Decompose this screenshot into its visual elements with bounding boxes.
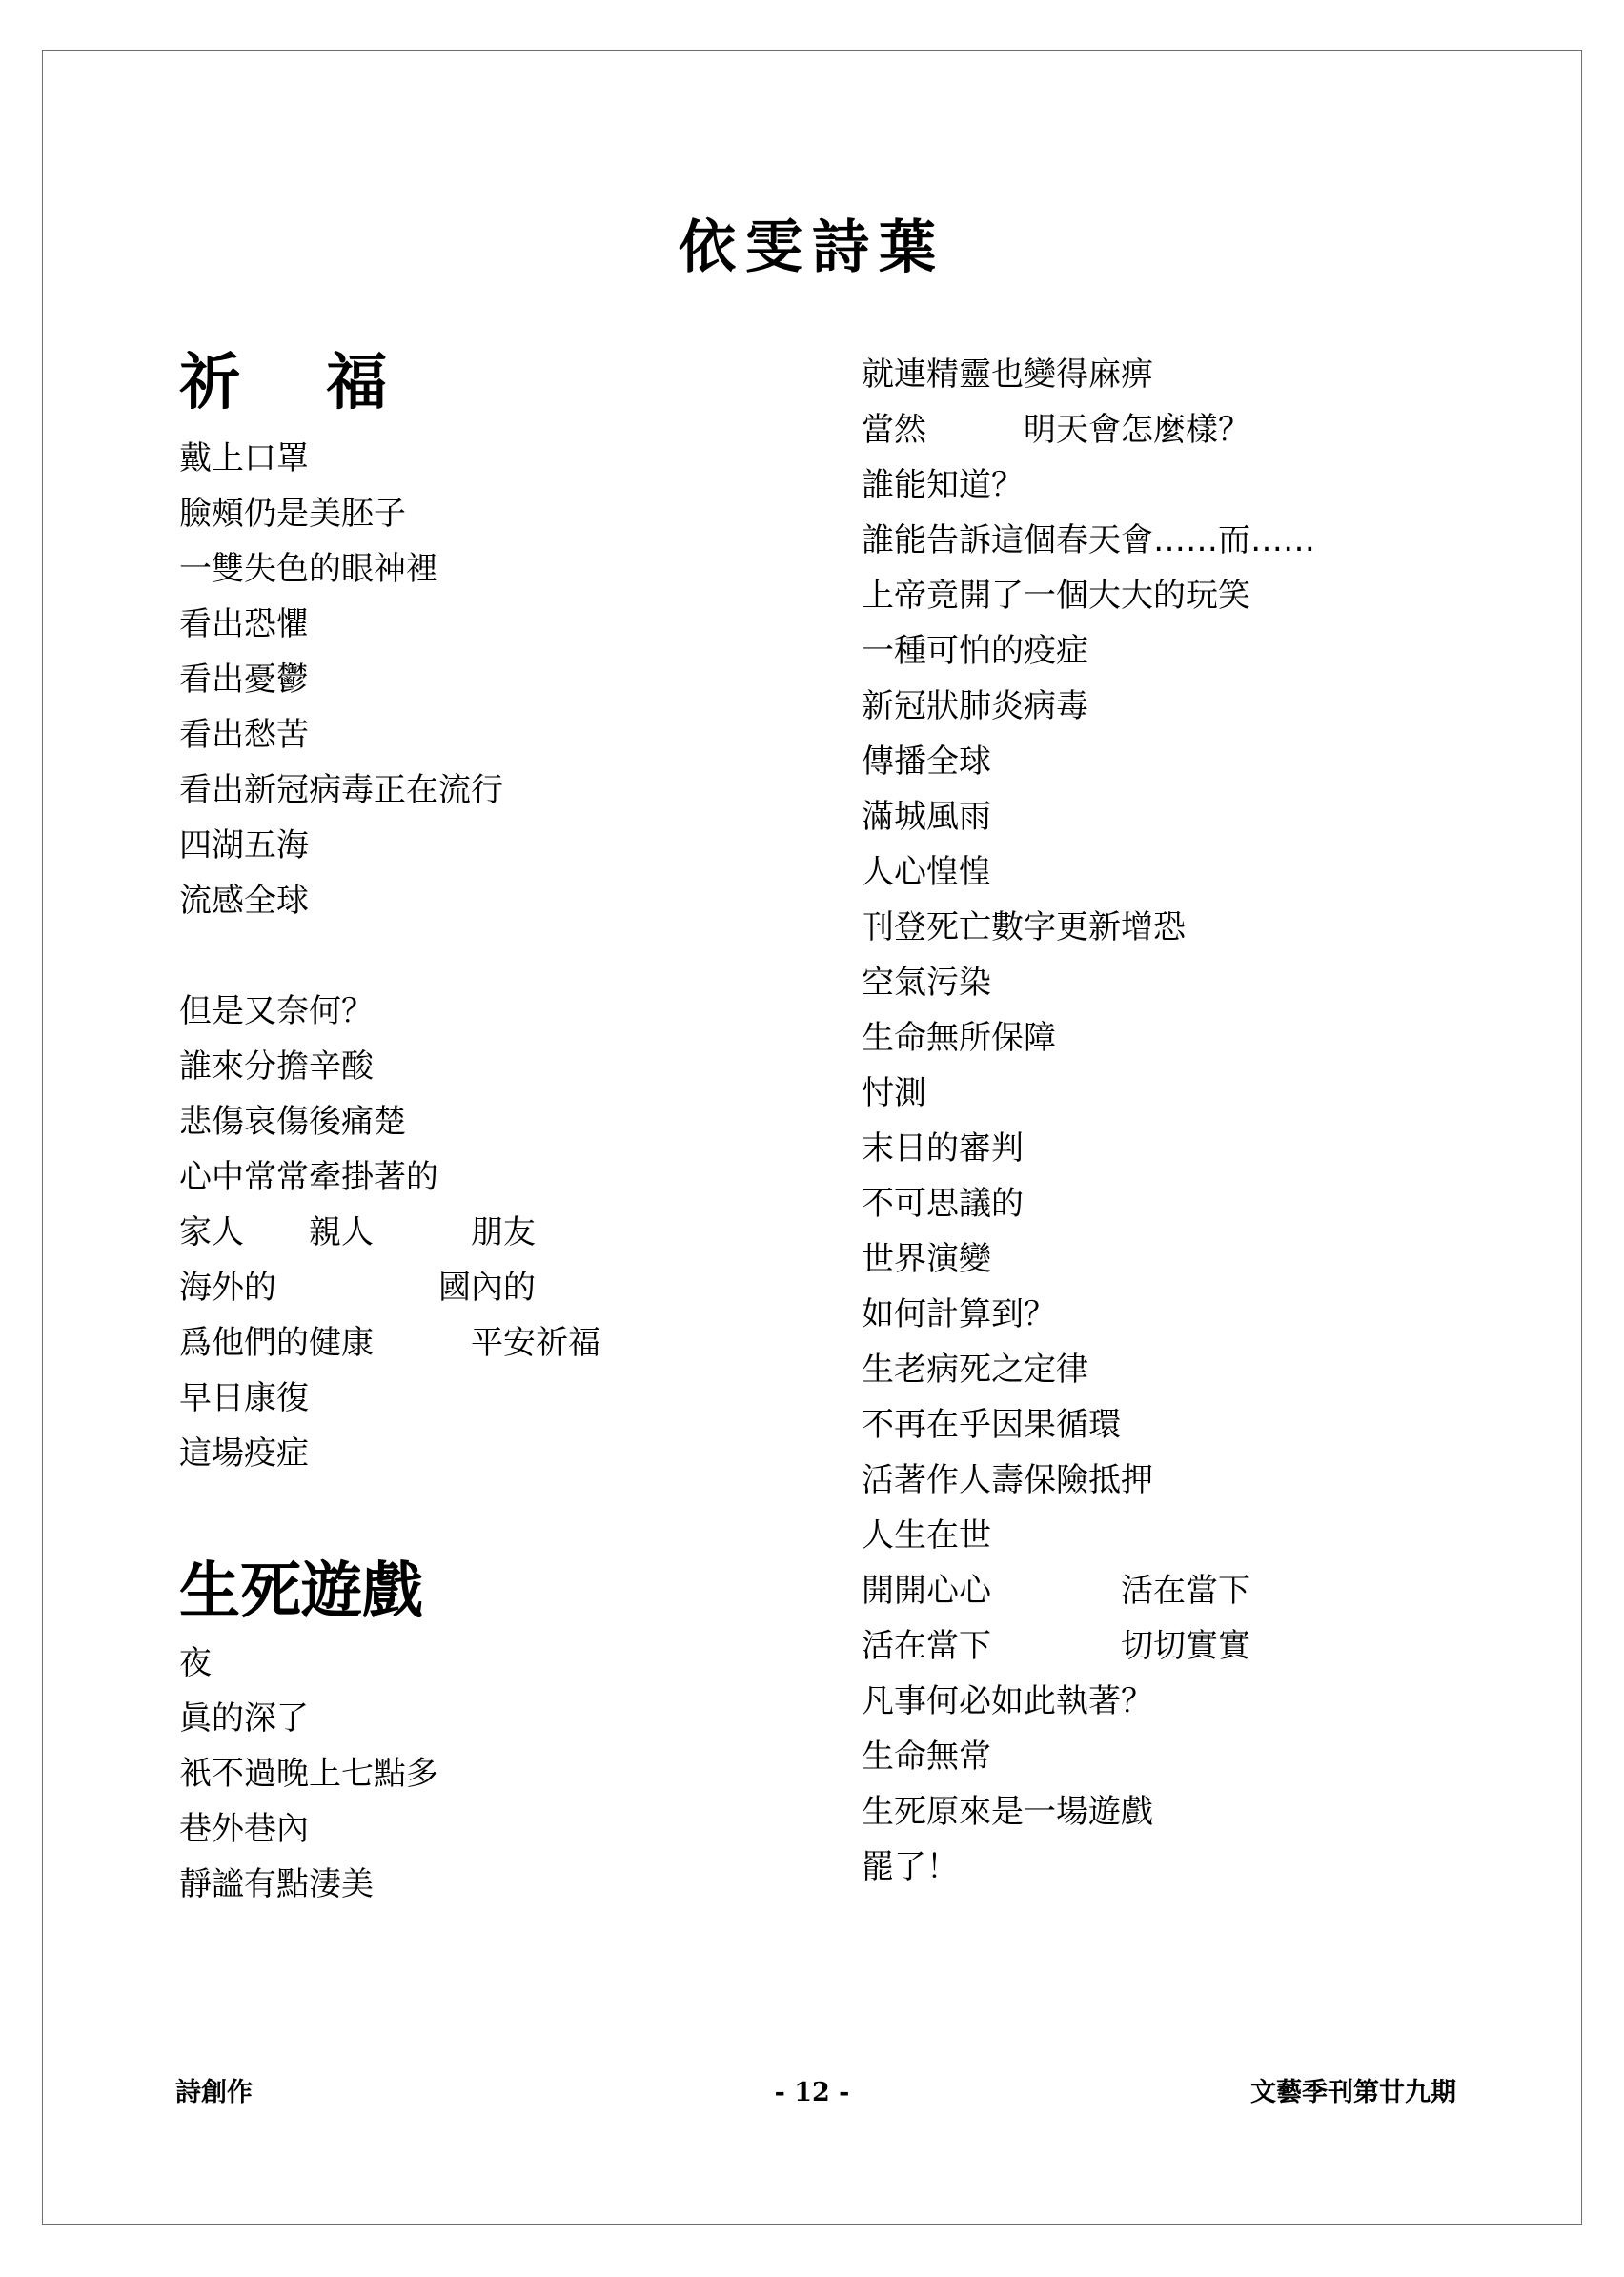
poem-line: 末日的審判	[862, 1129, 1024, 1168]
poem-line: 靜謐有點淒美	[179, 1865, 374, 1903]
footer-section-label: 詩創作	[175, 2078, 253, 2107]
poem-line: 生老病死之定律	[862, 1351, 1088, 1389]
poem-line: 刊登死亡數字更新增恐	[862, 908, 1186, 946]
poem-line: 傳播全球	[862, 742, 991, 781]
poem-line: 凡事何必如此執著？	[862, 1682, 1153, 1720]
poem-line: 活著作人壽保險抵押	[862, 1461, 1153, 1499]
poem-line: 衹不過晚上七點多	[179, 1755, 438, 1793]
poem-line: 開開心心 活在當下	[862, 1572, 1250, 1610]
poem-line: 悲傷哀傷後痛楚	[179, 1103, 406, 1141]
poem-line: 早日康復	[179, 1379, 309, 1417]
poem-line: 家人 親人 朋友	[179, 1213, 536, 1251]
poem-line: 心中常常牽掛著的	[179, 1158, 438, 1196]
poem-line: 看出愁苦	[179, 716, 309, 754]
footer-publication-issue: 文藝季刊第廿九期	[1250, 2078, 1456, 2107]
poem-line: 巷外巷內	[179, 1810, 309, 1848]
poem-line: 不再在乎因果循環	[862, 1406, 1121, 1444]
poem-line: 新冠狀肺炎病毒	[862, 687, 1088, 725]
page-title: 依雯詩葉	[679, 214, 945, 281]
footer-page-number: - 12 -	[774, 2078, 850, 2107]
poem-line: 生命無所保障	[862, 1019, 1056, 1057]
poem-line: 一雙失色的眼神裡	[179, 550, 438, 588]
poem-title-blessing: 祈 福	[179, 347, 420, 418]
poem-line: 誰能知道？	[862, 466, 1024, 504]
poem-title-life-death-game: 生死遊戲	[179, 1555, 423, 1627]
poem-line: 滿城風雨	[862, 798, 991, 836]
poem-line: 誰能告訴這個春天會……而……	[862, 521, 1315, 559]
poem-line: 流感全球	[179, 882, 309, 920]
poem-line: 世界演變	[862, 1240, 991, 1278]
poem-line: 看出憂鬱	[179, 661, 309, 699]
poem-line: 眞的深了	[179, 1699, 309, 1738]
poem-line: 忖測	[862, 1074, 926, 1112]
poem-line: 但是又奈何？	[179, 992, 374, 1030]
poem-line: 上帝竟開了一個大大的玩笑	[862, 577, 1250, 615]
poem-line: 四湖五海	[179, 826, 309, 864]
poem-line: 這場疫症	[179, 1434, 309, 1473]
poem-line: 就連精靈也變得麻痹	[862, 356, 1153, 394]
poem-line: 如何計算到？	[862, 1295, 1056, 1333]
poem-line: 人生在世	[862, 1516, 991, 1555]
poem-line: 臉頰仍是美胚子	[179, 495, 406, 533]
poem-line: 爲他們的健康 平安祈福	[179, 1324, 600, 1362]
poem-line: 海外的 國內的	[179, 1269, 536, 1307]
poem-line: 生命無常	[862, 1738, 991, 1776]
poem-line: 誰來分擔辛酸	[179, 1047, 374, 1086]
poem-line: 活在當下 切切實實	[862, 1627, 1250, 1665]
poem-line: 不可思議的	[862, 1185, 1024, 1223]
poem-line: 戴上口罩	[179, 439, 309, 478]
poem-line: 空氣污染	[862, 964, 991, 1002]
poem-line: 當然 明天會怎麼樣？	[862, 411, 1250, 449]
poem-line: 夜	[179, 1644, 212, 1682]
poem-line: 人心惶惶	[862, 853, 991, 891]
poem-line: 看出新冠病毒正在流行	[179, 771, 503, 809]
poem-line: 罷了！	[862, 1848, 959, 1886]
poem-line: 生死原來是一場遊戲	[862, 1793, 1153, 1831]
poem-line: 看出恐懼	[179, 605, 309, 643]
poem-line: 一種可怕的疫症	[862, 632, 1088, 670]
